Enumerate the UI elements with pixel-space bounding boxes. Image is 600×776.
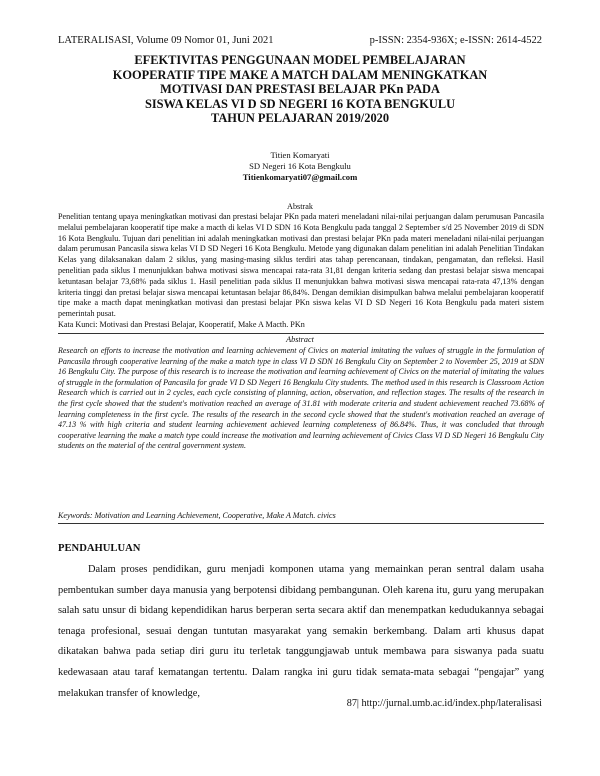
author-affiliation: SD Negeri 16 Kota Bengkulu xyxy=(249,161,351,171)
abstrak-body: Penelitian tentang upaya meningkatkan motivasi dan prestasi belajar PKn pada materi meneladani nilai-nilai perjuangan dalam perumusan Pancasila melalui pembelajaran kooperatif tipe make a macth di kelas VI D SDN 16 Kota Bengkulu pada tanggal 2 September s/d 25 November 2019 di SDN 16 Kota Bengkulu. Tujuan dari penelitian ini adalah meningkatkan motivasi dan prestasi belajar PKn pada materi meneladani nilai-nilai perjuangan dalam perumusan Pancasila siswa kelas VI D SD Negeri 16 Kota Bengkulu. Metode yang digunakan dalam penelitian ini adalah Penelitian Tindakan Kelas yang dilaksanakan dalam 2 siklus, yang masing-masing siklus terdiri atas tahap perencanaan, tindakan, pengamatan, dan refleksi. Hasil penelitian pada siklus I menunjukkan bahwa motivasi siswa mencapai rata-rata 31,81 dengan kriteria sedang dan prestasi belajar siswa mencapai ketuntasan belajar 73,68% pada siklus 1. Hasil penelitian pada siklus II menunjukkan bahwa motivasi siswa mencapai rata-rata 47,13% dengan kriteria tinggi dan pretasi belajar siswa mencapai ketuntasan belajar 86,84%. Dengan demikian disimpulkan bahwa melalui pembelajaran kooperatif tipe make a macth dapat meningkatkan motivasi dan prestasi belajar PKn siswa kelas VI D SD Negeri 16 Kota Bengkulu pada materi sistem pemerintah pusat. xyxy=(58,212,544,319)
divider xyxy=(58,523,544,524)
author-email: Titienkomaryati07@gmail.com xyxy=(242,172,358,182)
author-name: Titien Komaryati xyxy=(270,150,330,160)
title-line: SISWA KELAS VI D SD NEGERI 16 KOTA BENGKULU xyxy=(144,96,456,111)
title-line: TAHUN PELAJARAN 2019/2020 xyxy=(210,111,390,126)
section-heading: PENDAHULUAN xyxy=(58,543,141,554)
running-header xyxy=(58,35,542,46)
title-line: KOOPERATIF TIPE MAKE A MATCH DALAM MENINGKATKAN xyxy=(112,67,488,82)
abstract-heading: Abstract xyxy=(286,335,314,344)
issn: p-ISSN: 2354-936X; e-ISSN: 2614-4522 xyxy=(369,35,542,46)
paper-title xyxy=(40,53,560,126)
title-line: EFEKTIVITAS PENGGUNAAN MODEL PEMBELAJARAN xyxy=(134,53,466,67)
journal-name: LATERALISASI, Volume 09 Nomor 01, Juni 2021 xyxy=(58,35,274,46)
keywords: Keywords: Motivation and Learning Achievement, Cooperative, Make A Match. civics xyxy=(58,511,336,520)
abstract-body: Research on efforts to increase the motivation and learning achievement of Civics on material imitating the values of struggle in the formulation of Pancasila through cooperative learning of the make a match type in class VI D SDN 16 Bengkulu City on September 2 to November 25, 2019 at SDN 16 Bengkulu City. The purpose of this research is to increase the motivation and learning achievement of Civics on the material of imitating the values of struggle in the formulation of Pancasila for grade VI D SD Negeri 16 Bengkulu City students. The method used in this research is Classroom Action Research which is carried out in 2 cycles, each cycle consisting of planning, action, observation, and reflection stages. The results of the research in the first cycle showed that the student's motivation reached an average of 31.81 with moderate criteria and student achievement reached 73.68% of learning completeness in the first cycle. The results of the research in the second cycle showed that the student's motivation reached an average of 47.13 % with high criteria and student learning achievement achieved learning completeness of 86.84%. Thus, it was concluded that through cooperative learning the make a match type could increase the motivation and learning achievement of Civics Class VI D SD Negeri 16 Bengkulu City students on the material of the central government system. xyxy=(58,346,544,451)
author-block xyxy=(0,150,600,183)
intro-paragraph: Dalam proses pendidikan, guru menjadi komponen utama yang memainkan peran sentral dalam usaha pembentukan sumber daya manusia yang berpotensi dibidang pembangunan. Oleh karena itu, guru yang merupakan salah satu unsur di bidang kependidikan harus berperan serta secara aktif dan menempatkan kedudukannya sebagai tenaga profesional, sesuai dengan tuntutan masyarakat yang semakin berkembang. Dalam arti khusus dapat dikatakan bahwa pada setiap diri guru itu terletak tanggungjawab untuk membawa para siswanya pada suatu kedewasaan atau taraf kematangan tertentu. Dalam rangka ini guru tidak semata-mata sebagai “pengajar” yang melakukan transfer of knowledge, xyxy=(58,564,544,699)
abstrak-heading: Abstrak xyxy=(287,202,313,211)
kata-kunci: Kata Kunci: Motivasi dan Prestasi Belajar, Kooperatif, Make A Macth. PKn xyxy=(58,320,305,329)
page-footer: 87| http://jurnal.umb.ac.id/index.php/lateralisasi xyxy=(346,698,542,709)
title-line: MOTIVASI DAN PRESTASI BELAJAR PKn PADA xyxy=(160,82,440,97)
divider xyxy=(58,333,544,334)
